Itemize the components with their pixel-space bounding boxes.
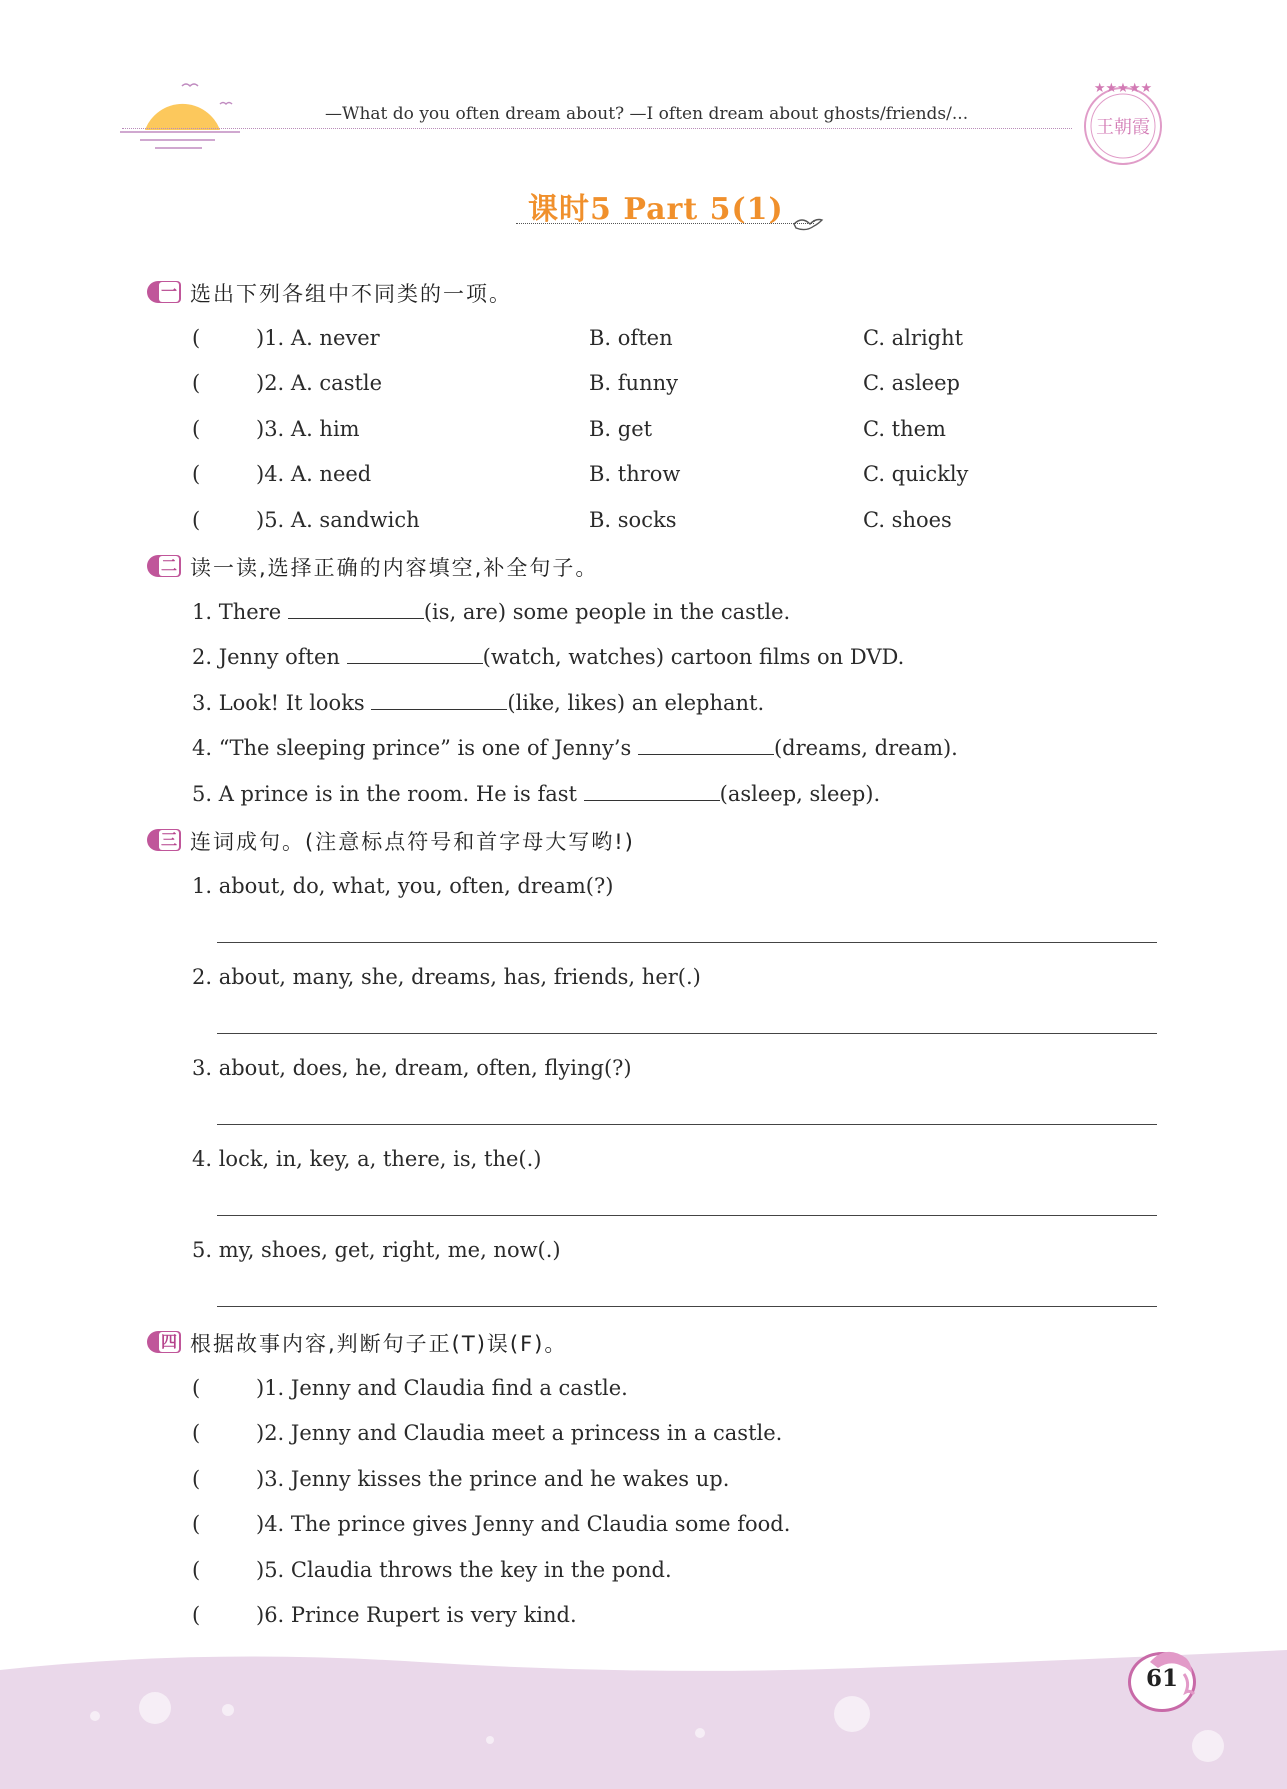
page-number: 61 [1145,1665,1178,1692]
statement: )1. Jenny and Claudia find a castle. [256,1376,628,1400]
answer-line[interactable] [217,942,1157,943]
answer-paren[interactable]: ( [192,1603,201,1627]
option-a: )1. A. never [256,326,380,350]
answer-paren[interactable]: ( [192,462,201,486]
sunrise-icon [120,60,240,160]
answer-line[interactable] [217,1124,1157,1125]
section-badge-2: 二 [147,555,181,577]
answer-paren[interactable]: ( [192,1558,201,1582]
option-a: )2. A. castle [256,371,383,395]
section-badge-1: 一 [147,281,181,303]
option-c: C. alright [863,326,964,350]
option-c: C. them [863,417,946,441]
section-badge-3: 三 [147,829,181,851]
option-b: B. get [589,417,653,441]
option-b: B. funny [589,371,678,395]
page-title: 课时5 Part 5(1) [528,192,784,227]
answer-paren[interactable]: ( [192,1421,201,1445]
option-b: B. often [589,326,673,350]
section2-heading: 读一读,选择正确的内容填空,补全句子。 [190,556,599,580]
option-a: )3. A. him [256,417,360,441]
scrambled-words: 4. lock, in, key, a, there, is, the(.) [192,1147,542,1171]
answer-blank[interactable] [347,645,483,664]
fill-in-sentence: 3. Look! It looks (like, likes) an elephant. [192,691,765,715]
footer-wave [0,1638,1287,1789]
fill-in-sentence: 1. There (is, are) some people in the castle. [192,600,791,624]
answer-paren[interactable]: ( [192,1512,201,1536]
title-underline [516,223,814,224]
answer-paren[interactable]: ( [192,371,201,395]
svg-text:王朝霞: 王朝霞 [1096,117,1150,138]
answer-line[interactable] [217,1033,1157,1034]
scrambled-words: 1. about, do, what, you, often, dream(?) [192,874,614,898]
answer-paren[interactable]: ( [192,1376,201,1400]
publisher-logo [1078,76,1168,166]
fill-in-sentence: 5. A prince is in the room. He is fast (asleep, sleep). [192,782,881,806]
fill-in-sentence: 4. “The sleeping prince” is one of Jenny’s (dreams, dream). [192,736,958,760]
answer-paren[interactable]: ( [192,326,201,350]
answer-line[interactable] [217,1215,1157,1216]
answer-paren[interactable]: ( [192,417,201,441]
option-c: C. quickly [863,462,969,486]
answer-blank[interactable] [584,782,720,801]
statement: )2. Jenny and Claudia meet a princess in a castle. [256,1421,783,1445]
section1-heading: 选出下列各组中不同类的一项。 [190,282,512,306]
option-c: C. shoes [863,508,952,532]
fill-in-sentence: 2. Jenny often (watch, watches) cartoon films on DVD. [192,645,905,669]
statement: )3. Jenny kisses the prince and he wakes up. [256,1467,730,1491]
scrambled-words: 3. about, does, he, dream, often, flying(?) [192,1056,632,1080]
option-b: B. socks [589,508,677,532]
answer-blank[interactable] [371,691,507,710]
option-b: B. throw [589,462,681,486]
scrambled-words: 5. my, shoes, get, right, me, now(.) [192,1238,561,1262]
statement: )4. The prince gives Jenny and Claudia some food. [256,1512,791,1536]
svg-text:★★★★★: ★★★★★ [1093,81,1153,96]
option-c: C. asleep [863,371,960,395]
scrambled-words: 2. about, many, she, dreams, has, friends, her(.) [192,965,701,989]
statement: )6. Prince Rupert is very kind. [256,1603,577,1627]
answer-paren[interactable]: ( [192,1467,201,1491]
section3-heading: 连词成句。(注意标点符号和首字母大写哟!) [190,830,635,854]
header-theme-text: —What do you often dream about? —I often dream about ghosts/friends/... [325,104,969,124]
section-badge-4: 四 [147,1331,181,1353]
header-divider [122,128,1072,129]
section4-heading: 根据故事内容,判断句子正(T)误(F)。 [190,1332,568,1356]
answer-blank[interactable] [288,600,424,619]
bird-icon [792,212,824,234]
option-a: )5. A. sandwich [256,508,420,532]
answer-paren[interactable]: ( [192,508,201,532]
answer-blank[interactable] [638,736,774,755]
answer-line[interactable] [217,1306,1157,1307]
statement: )5. Claudia throws the key in the pond. [256,1558,672,1582]
option-a: )4. A. need [256,462,372,486]
